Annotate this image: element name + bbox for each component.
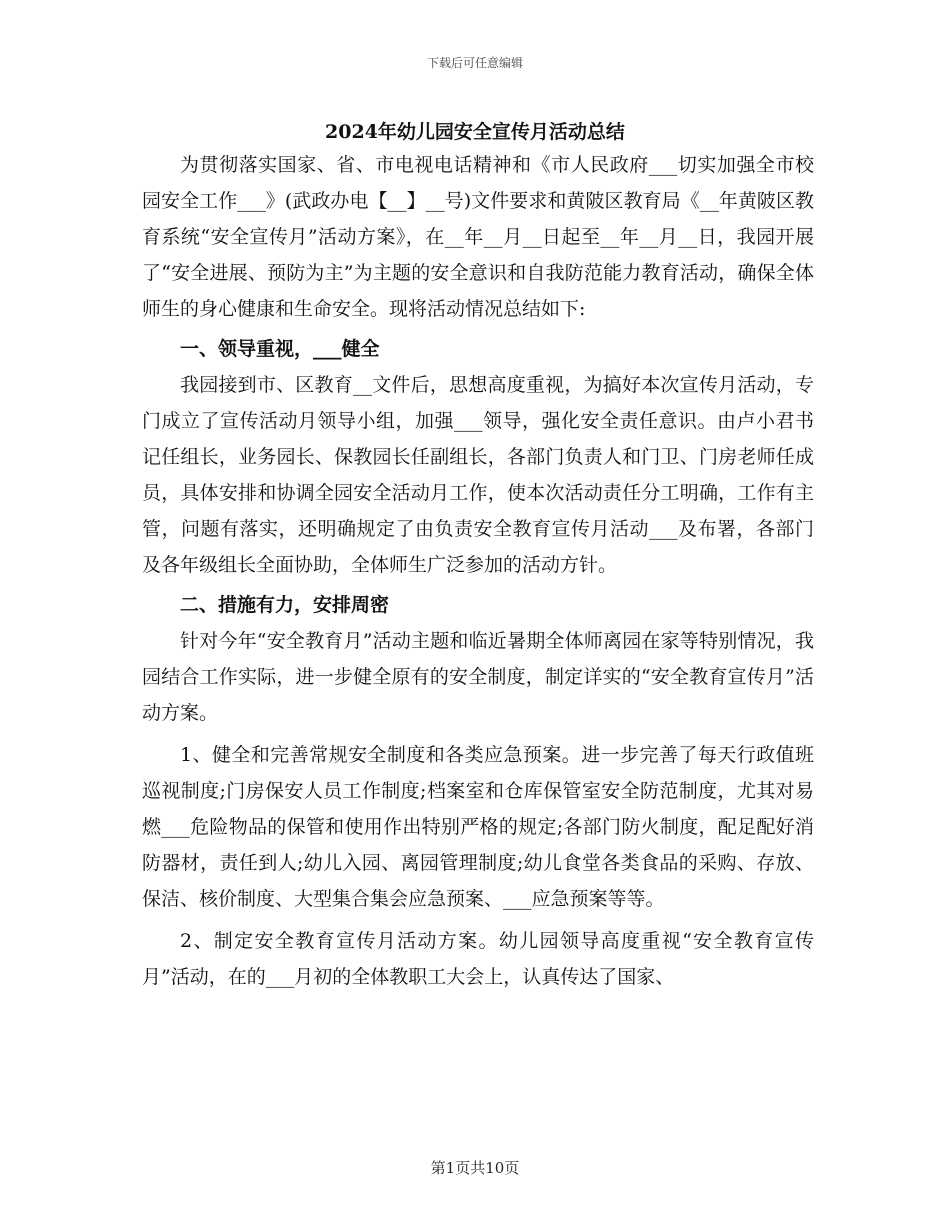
section-2-paragraph: 针对今年“安全教育月”活动主题和临近暑期全体师离园在家等特别情况，我园结合工作实际，进一步健全原有的安全制度，制定详实的“安全教育宣传月”活动方案。 (142, 630, 814, 724)
document-title: 2024年幼儿园安全宣传月活动总结 (325, 121, 625, 143)
page-header-note: 下载后可任意编辑 (426, 56, 523, 70)
list-item-1-paragraph: 1、健全和完善常规安全制度和各类应急预案。进一步完善了每天行政值班巡视制度;门房保安人员工作制度;档案室和仓库保管室安全防范制度，尤其对易燃___危险物品的保管和使用作出特别严格的规定;各部门防火制度，配足配好消防器材，责任到人;幼儿入园、离园管理制度;幼儿食堂各类食品的采购、存放、保洁、核价制度、大型集合集会应急预案、___应急预案等等。 (142, 744, 814, 910)
list-item-2-paragraph: 2、制定安全教育宣传月活动方案。幼儿园领导高度重视“安全教育宣传月”活动，在的___月初的全体教职工大会上，认真传达了国家、 (142, 930, 814, 988)
section-heading-1: 一、领导重视，___健全 (180, 338, 380, 360)
page-number: 第1页共10页 (430, 1159, 520, 1177)
document-body (142, 147, 814, 995)
section-1-paragraph: 我园接到市、区教育__文件后，思想高度重视，为搞好本次宣传月活动，专门成立了宣传活动月领导小组，加强___领导，强化安全责任意识。由卢小君书记任组长，业务园长、保教园长任副组长，各部门负责人和门卫、门房老师任成员，具体安排和协调全园安全活动月工作，使本次活动责任分工明确，工作有主管，问题有落实，还明确规定了由负责安全教育宣传月活动___及布署，各部门及各年级组长全面协助，全体师生广泛参加的活动方针。 (142, 374, 814, 576)
intro-paragraph: 为贯彻落实国家、省、市电视电话精神和《市人民政府___切实加强全市校园安全工作___》(武政办电【__】__号)文件要求和黄陂区教育局《__年黄陂区教育系统“安全宣传月”活动方案》，在__年__月__日起至__年__月__日，我园开展了“安全进展、预防为主”为主题的安全意识和自我防范能力教育活动，确保全体师生的身心健康和生命安全。现将活动情况总结如下: (142, 154, 814, 320)
section-heading-2: 二、措施有力，安排周密 (180, 594, 390, 616)
